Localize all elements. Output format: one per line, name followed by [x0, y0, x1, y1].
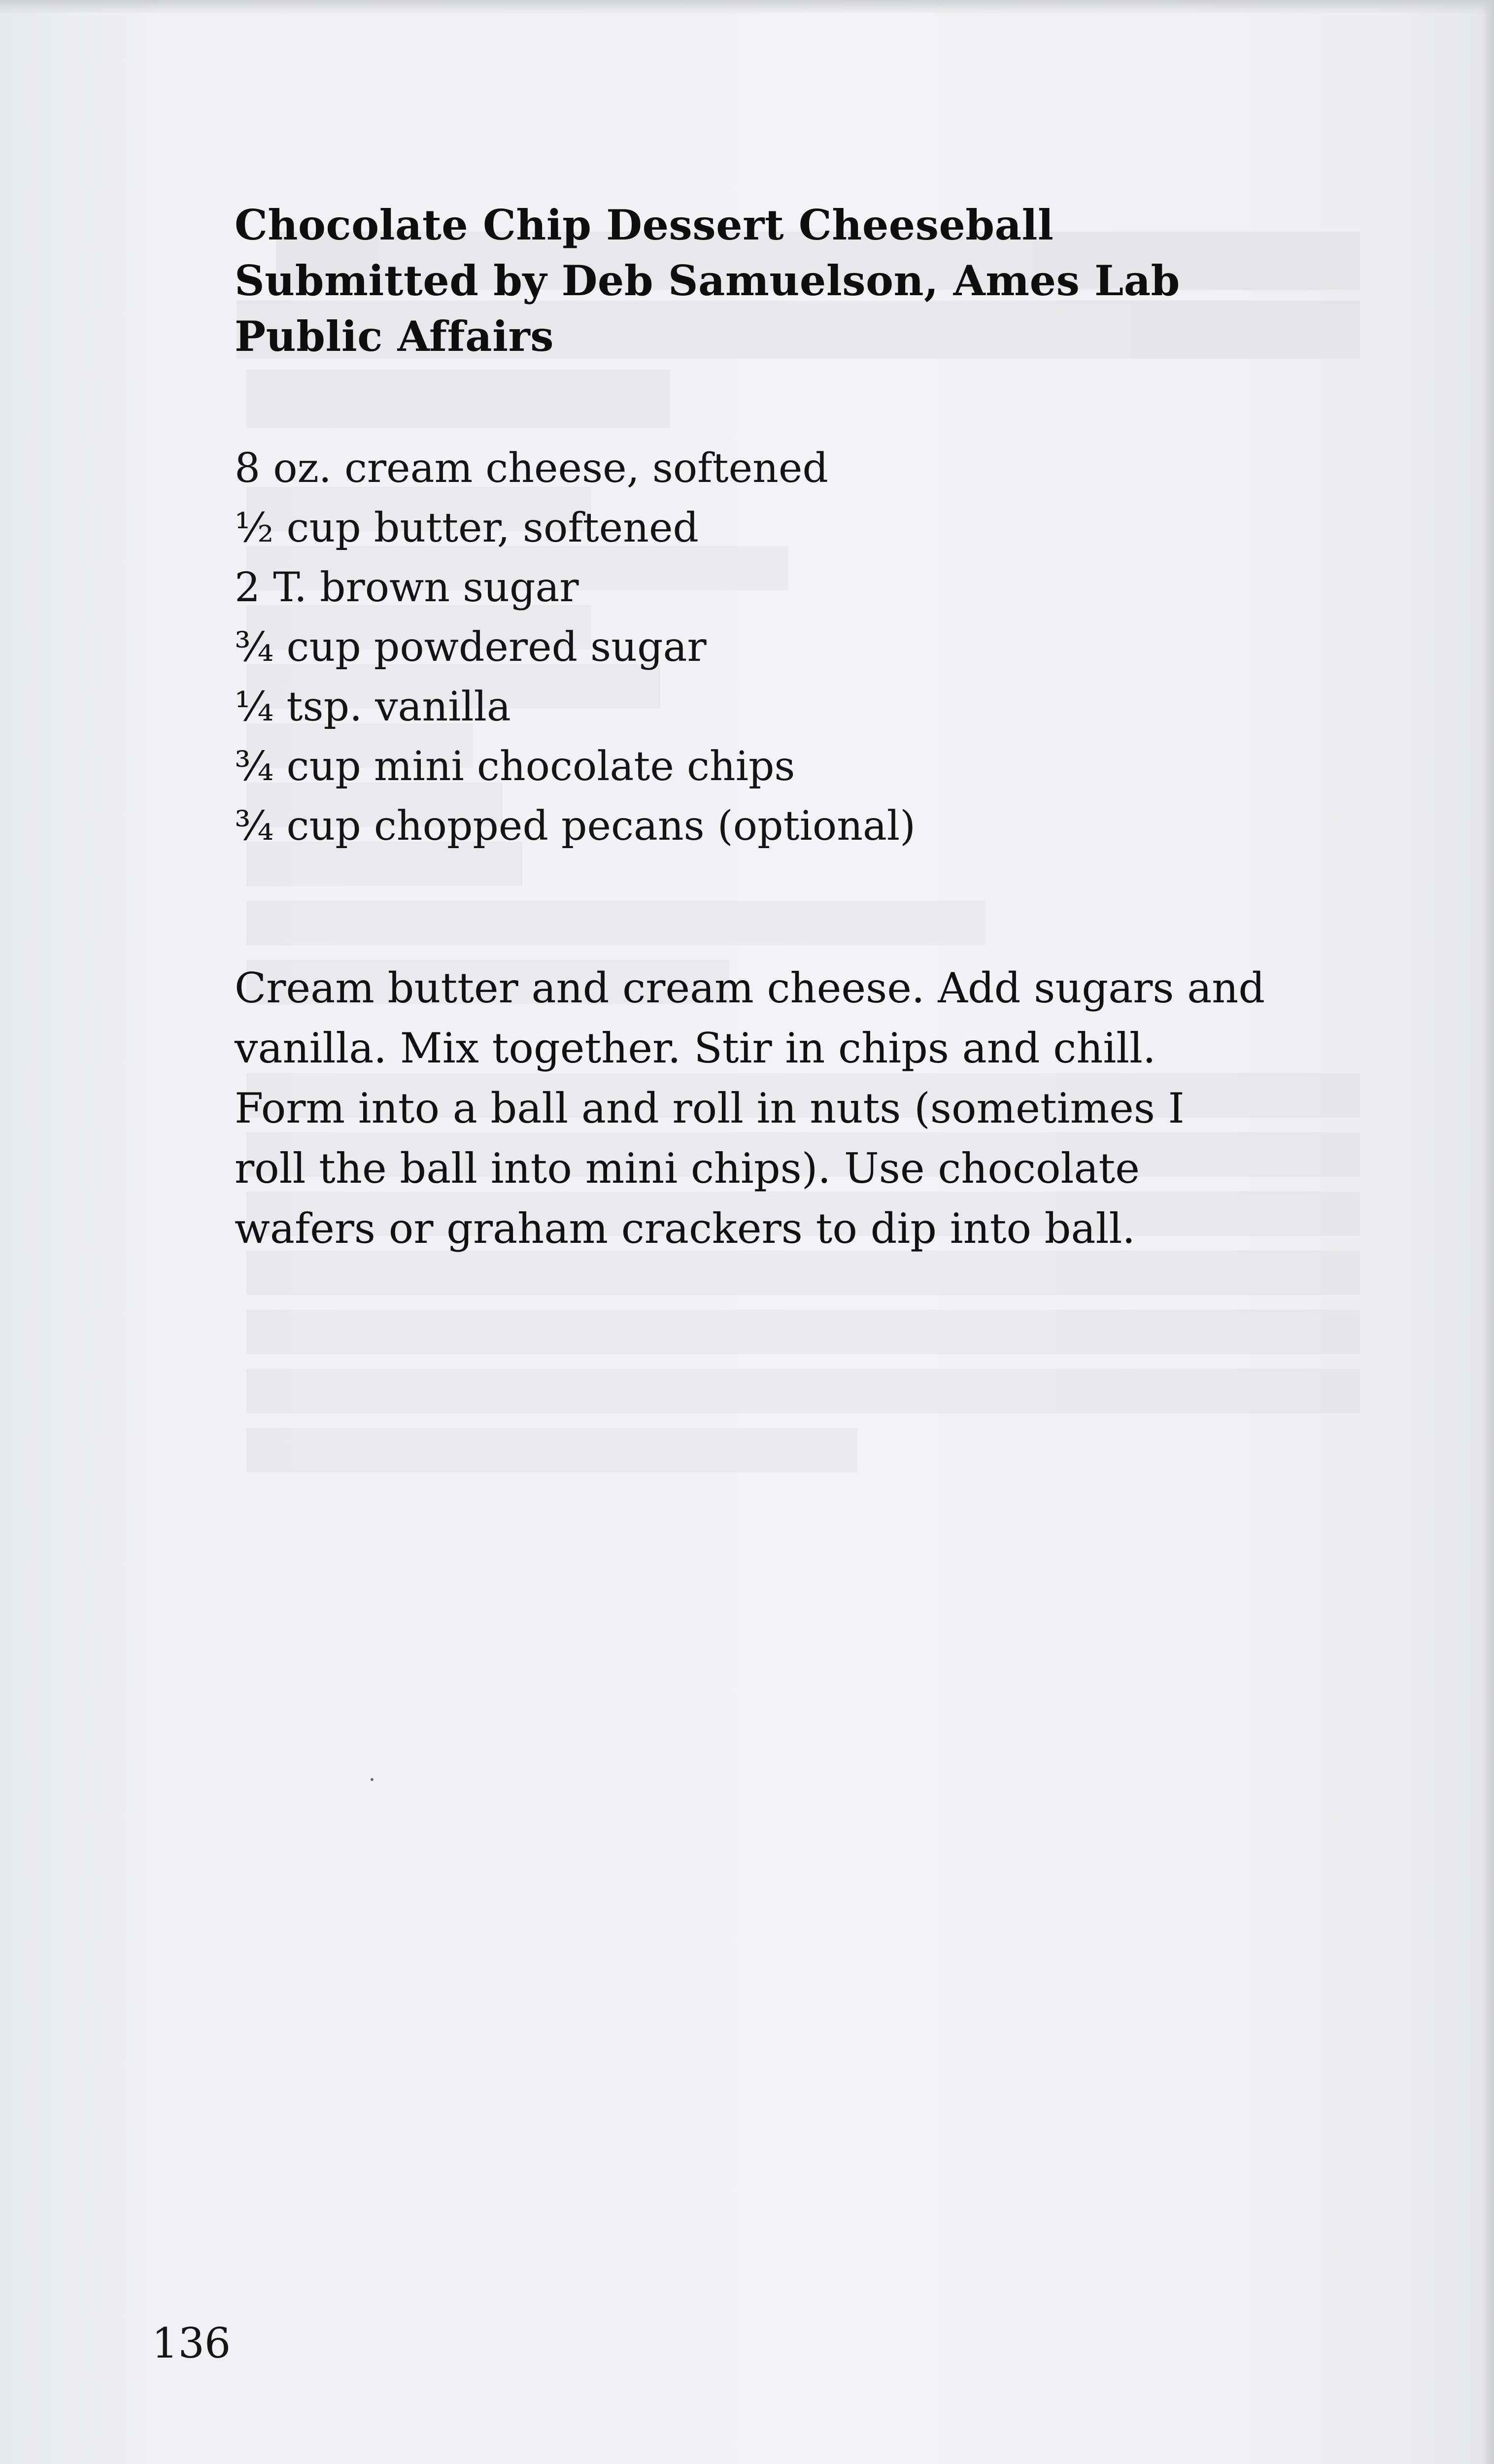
paper-speck — [371, 1778, 374, 1781]
ingredient-item: 8 oz. cream cheese, softened — [235, 445, 828, 492]
directions-line: roll the ball into mini chips). Use chocolate — [235, 1144, 1140, 1193]
page-number: 136 — [152, 2319, 231, 2367]
ingredient-item: ¾ cup chopped pecans (optional) — [235, 803, 916, 850]
directions-line: Form into a ball and roll in nuts (sometimes I — [235, 1084, 1185, 1132]
bleed-through-text — [237, 232, 1360, 1562]
recipe — [235, 197, 1378, 1253]
ingredient-item: ½ cup butter, softened — [235, 505, 699, 551]
directions-line: Cream butter and cream cheese. Add sugars and — [235, 964, 1265, 1012]
ingredient-item: ¼ tsp. vanilla — [235, 684, 511, 730]
recipe-title — [235, 197, 1378, 364]
ingredient-item: 2 T. brown sugar — [235, 564, 579, 611]
ingredient-item: ¾ cup powdered sugar — [235, 624, 707, 671]
directions-line: vanilla. Mix together. Stir in chips and chill. — [235, 1024, 1156, 1072]
recipe-directions — [235, 958, 1388, 1259]
recipe-title-line: Chocolate Chip Dessert Cheeseball — [235, 201, 1054, 249]
page-right-shadow — [1481, 0, 1494, 2464]
recipe-department-line: Public Affairs — [235, 312, 554, 361]
ingredient-list — [235, 439, 916, 856]
page-top-shadow — [0, 0, 1494, 14]
directions-line: wafers or graham crackers to dip into ball. — [235, 1204, 1136, 1253]
ingredient-item: ¾ cup mini chocolate chips — [235, 743, 795, 790]
recipe-submitter-line: Submitted by Deb Samuelson, Ames Lab — [235, 256, 1180, 305]
